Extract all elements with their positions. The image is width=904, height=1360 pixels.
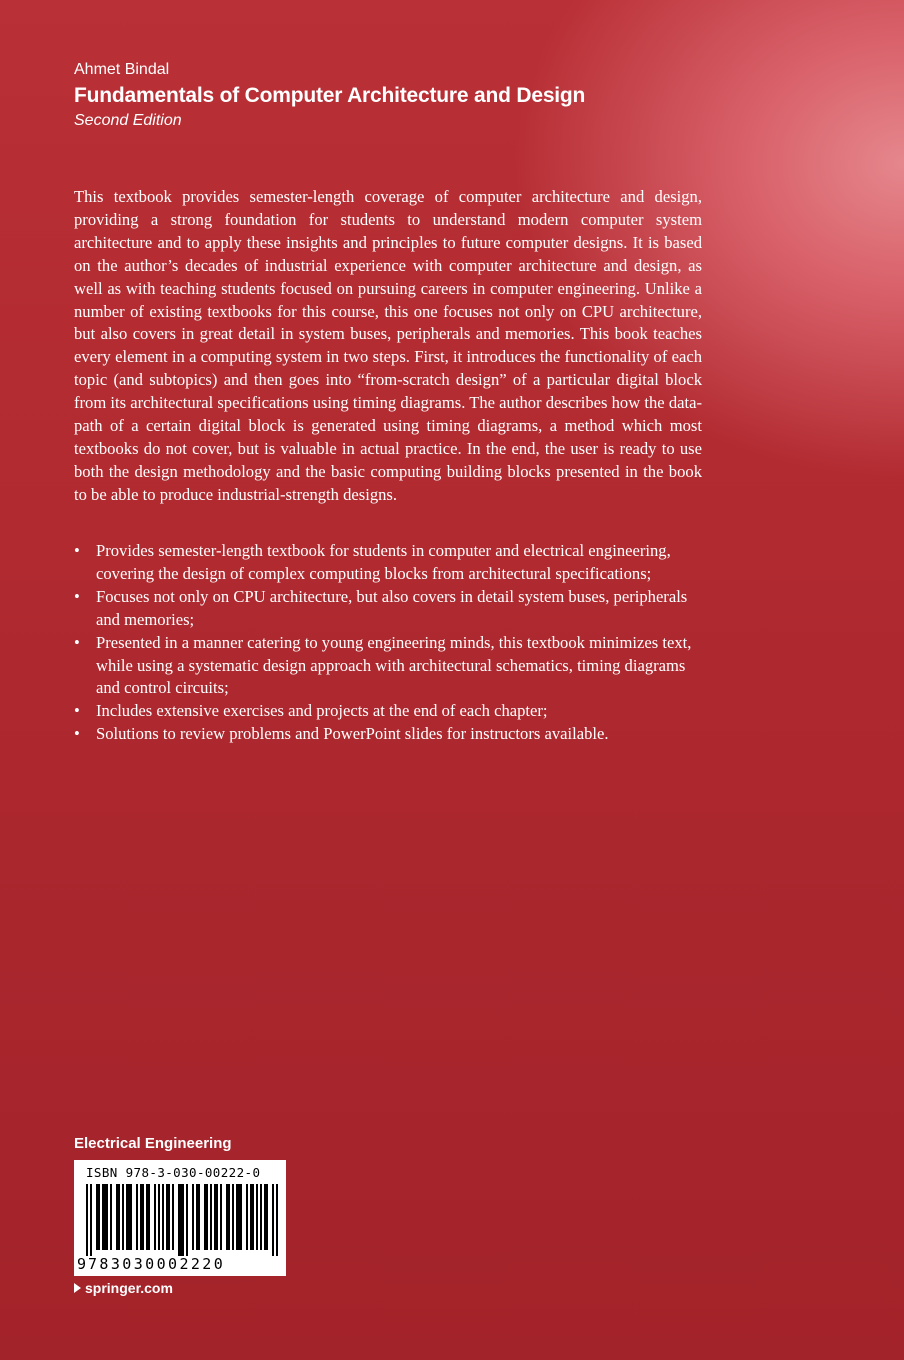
barcode-first-digit: 9	[77, 1255, 87, 1273]
list-item	[74, 586, 694, 632]
feature-list	[74, 540, 694, 746]
subject-category: Electrical Engineering	[74, 1135, 232, 1152]
bullet-icon: •	[74, 724, 80, 744]
list-item-text: Provides semester-length textbook for students in computer and electrical engineering, covering the design of complex computing blocks from architectural specifications;	[96, 541, 671, 583]
barcode-bar	[102, 1184, 104, 1250]
barcode-bar	[256, 1184, 258, 1250]
barcode-bar	[122, 1184, 124, 1250]
barcode-bar	[266, 1184, 268, 1250]
author-name: Ahmet Bindal	[74, 61, 170, 78]
barcode-bar	[126, 1184, 128, 1250]
bullet-icon: •	[74, 586, 80, 606]
arrow-right-icon	[74, 1283, 81, 1293]
barcode-bar	[86, 1184, 88, 1256]
barcode-bar	[192, 1184, 194, 1250]
barcode-bar	[98, 1184, 100, 1250]
bullet-icon: •	[74, 541, 80, 560]
publisher-link[interactable]	[74, 1280, 173, 1296]
barcode-bar	[182, 1184, 184, 1256]
barcode-bar	[96, 1184, 98, 1250]
barcode-bar	[140, 1184, 142, 1250]
publisher-url[interactable]: springer.com	[85, 1280, 173, 1296]
book-title: Fundamentals of Computer Architecture and Design	[74, 84, 586, 107]
barcode-bar	[180, 1184, 182, 1256]
barcode-bar	[206, 1184, 208, 1250]
barcode-bar	[214, 1184, 216, 1250]
barcode-bar	[116, 1184, 118, 1250]
list-item-text: Presented in a manner catering to young engineering minds, this textbook minimizes text, while using a systematic design approach with architectural schematics, timing diagrams and control circuits;	[96, 632, 692, 698]
list-item-text: Includes extensive exercises and projects at the end of each chapter;	[96, 701, 548, 721]
barcode-bar	[240, 1184, 242, 1250]
barcode-bar	[252, 1184, 254, 1250]
barcode-bar	[110, 1184, 112, 1250]
barcode-bar	[186, 1184, 188, 1256]
list-item-text: Solutions to review problems and PowerPoint slides for instructors available.	[96, 724, 609, 744]
barcode-bar	[264, 1184, 266, 1250]
list-item	[74, 632, 694, 701]
barcode-bar	[154, 1184, 156, 1250]
barcode-bar	[172, 1184, 174, 1250]
header	[74, 60, 585, 132]
barcode-bar	[260, 1184, 262, 1250]
barcode-bar	[146, 1184, 148, 1250]
barcode-bar	[228, 1184, 230, 1250]
barcode-bar	[162, 1184, 164, 1250]
barcode-bar	[276, 1184, 278, 1256]
barcode-bar	[166, 1184, 168, 1250]
list-item	[74, 700, 694, 723]
edition-label: Second Edition	[74, 112, 182, 129]
barcode-bar	[204, 1184, 206, 1250]
barcode-bar	[104, 1184, 106, 1250]
barcode-bars	[74, 1184, 286, 1256]
barcode-bar	[232, 1184, 234, 1250]
barcode-bar	[210, 1184, 212, 1250]
barcode-bar	[238, 1184, 240, 1250]
barcode-bar	[216, 1184, 218, 1250]
barcode-digits: 783030002220	[88, 1255, 226, 1273]
barcode-bar	[236, 1184, 238, 1250]
barcode-bar	[272, 1184, 274, 1256]
barcode-bar	[158, 1184, 160, 1250]
isbn-label: ISBN 978-3-030-00222-0	[86, 1165, 261, 1180]
barcode-bar	[226, 1184, 228, 1250]
bullet-icon: •	[74, 701, 80, 721]
barcode-bar	[106, 1184, 108, 1250]
barcode-bar	[250, 1184, 252, 1250]
barcode-bar	[142, 1184, 144, 1250]
barcode-bar	[168, 1184, 170, 1250]
list-item	[74, 540, 694, 586]
bullet-icon: •	[74, 632, 80, 652]
barcode-bar	[118, 1184, 120, 1250]
barcode-bar	[128, 1184, 130, 1250]
barcode-bar	[178, 1184, 180, 1256]
list-item	[74, 723, 694, 746]
barcode-bar	[136, 1184, 138, 1250]
isbn-barcode	[74, 1160, 286, 1276]
barcode-bar	[220, 1184, 222, 1250]
description-paragraph: This textbook provides semester-length coverage of computer architecture and design, providing a strong foundation for students to understand modern computer system architecture and to apply these insights and principles to future computer designs. It is based on the author’s decades of industrial experience with computer architecture and design, as well as with teaching students focused on pursuing careers in computer engineering. Unlike a number of existing textbooks for this course, this one focuses not only on CPU architecture, but also covers in great detail in system buses, peripherals and memories. This book teaches every element in a computing system in two steps. First, it introduces the functionality of each topic (and subtopics) and then goes into “from-scratch design” of a particular digital block from its architectural specifications using timing diagrams. The author describes how the data-path of a certain digital block is generated using timing diagrams, a method which most textbooks do not cover, but is valuable in actual practice. In the end, the user is ready to use both the design methodology and the basic computing building blocks presented in the book to be able to produce industrial-strength designs.	[74, 187, 702, 504]
barcode-bar	[198, 1184, 200, 1250]
barcode-bar	[196, 1184, 198, 1250]
barcode-bar	[246, 1184, 248, 1250]
list-item-text: Focuses not only on CPU architecture, but also covers in detail system buses, peripherals and memories;	[96, 586, 688, 629]
barcode-bar	[90, 1184, 92, 1256]
barcode-bar	[130, 1184, 132, 1250]
barcode-bar	[148, 1184, 150, 1250]
